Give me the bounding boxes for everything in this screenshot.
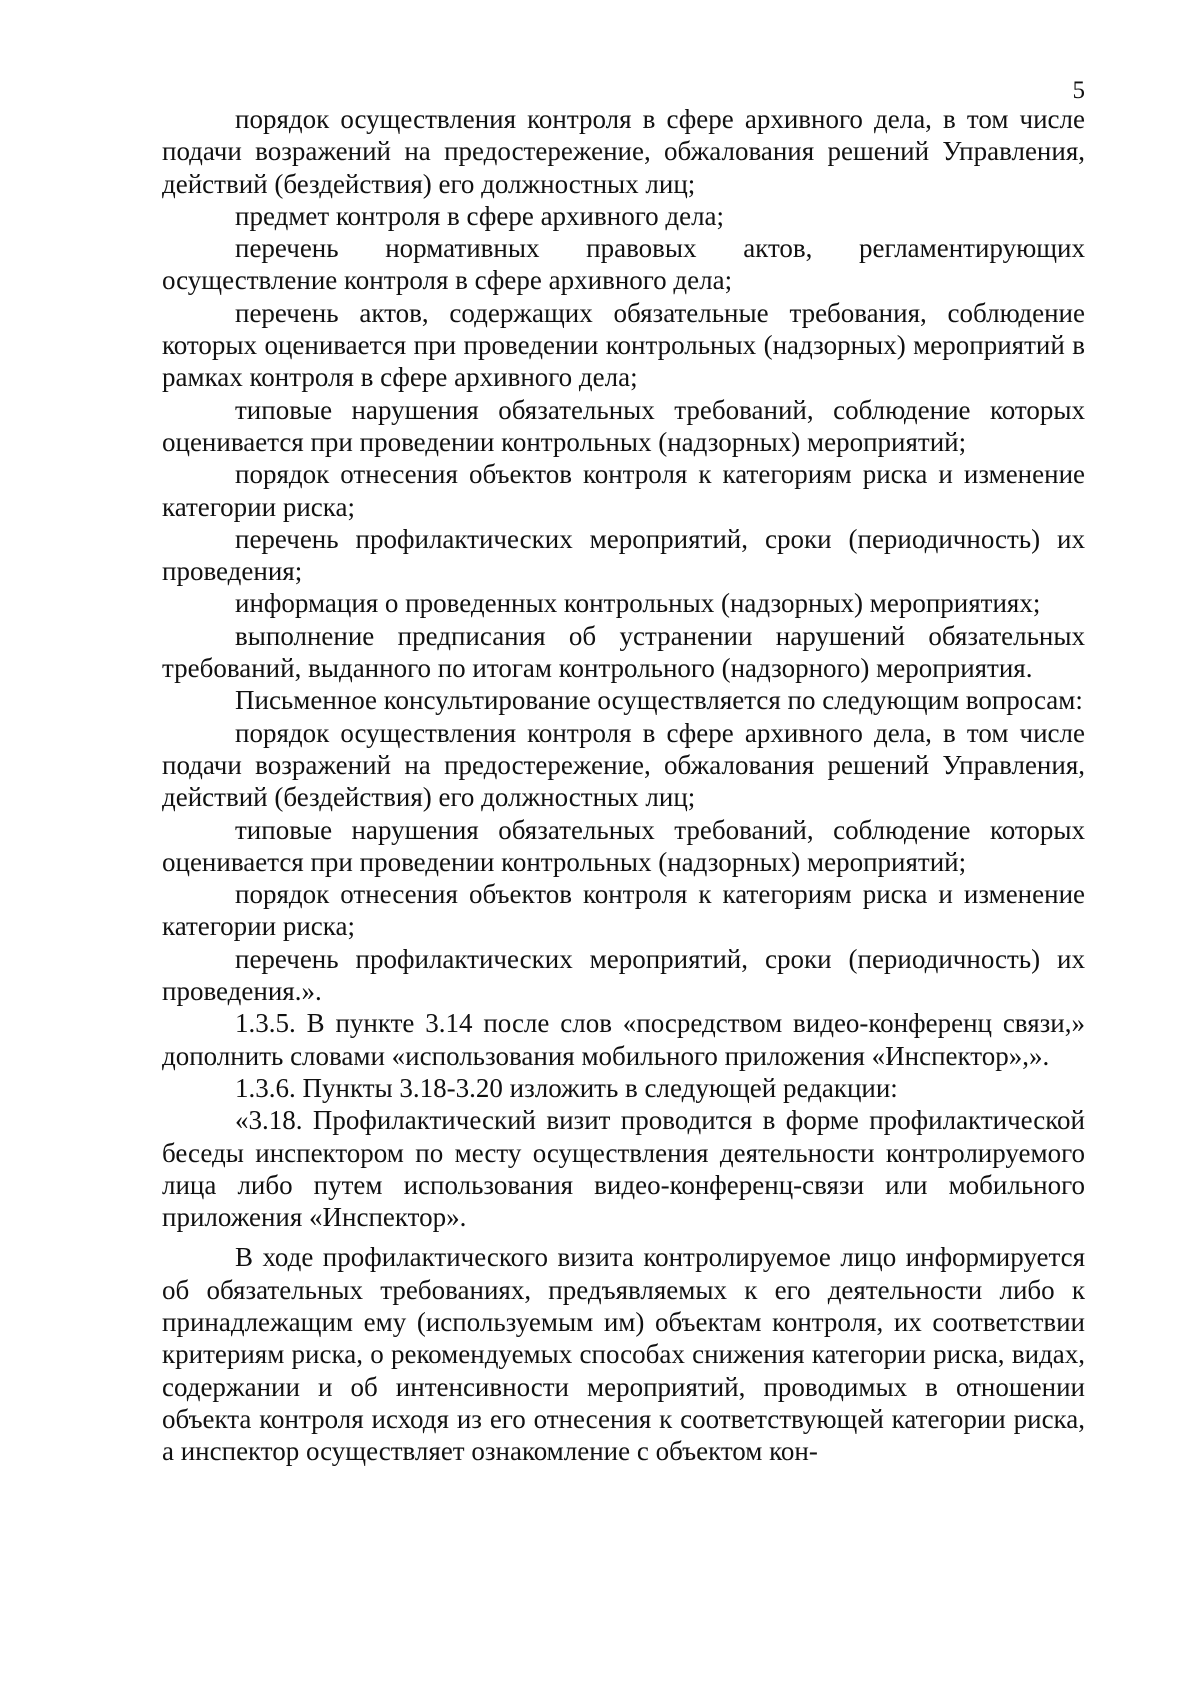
paragraph: предмет контроля в сфере архивного дела;: [235, 200, 725, 231]
document-body: [162, 103, 1085, 1467]
paragraph: перечень профилактических мероприятий, сроки (периодичность) их проведения;: [162, 523, 1085, 587]
paragraph: порядок осуществления контроля в сфере архивного дела, в том числе подачи возражений на предостережение, обжалования решений Управления, действий (бездействия) его должностных лиц;: [162, 717, 1085, 813]
paragraph: типовые нарушения обязательных требований, соблюдение которых оценивается при проведении контрольных (надзорных) мероприятий;: [162, 394, 1085, 457]
paragraph: типовые нарушения обязательных требований, соблюдение которых оценивается при проведении контрольных (надзорных) мероприятий;: [162, 814, 1085, 877]
paragraph: порядок отнесения объектов контроля к категориям риска и изменение категории риска;: [162, 879, 1085, 942]
paragraph: перечень профилактических мероприятий, сроки (периодичность) их проведения.».: [162, 943, 1085, 1007]
paragraph: перечень нормативных правовых актов, регламентирующих осуществление контроля в сфере архивного дела;: [162, 233, 1085, 296]
paragraph: В ходе профилактического визита контролируемое лицо информируется об обязательных требованиях, предъявляемых к его деятельности либо к принадлежащим ему (используемым им) объектам контроля, их соответствии критериям риска, о рекомендуемых способах снижения категории риска, видах, содержании и об интенсивности мероприятий, проводимых в отношении объекта контроля исходя из его отнесения к соответствующей категории риска, а инспектор осуществляет ознакомление с объектом кон-: [162, 1242, 1085, 1467]
paragraph: порядок осуществления контроля в сфере архивного дела, в том числе подачи возражений на предостережение, обжалования решений Управления, действий (бездействия) его должностных лиц;: [162, 104, 1085, 199]
paragraph: 1.3.5. В пункте 3.14 после слов «посредством видео-конференц связи,» дополнить словами «использования мобильного приложения «Инспектор»,».: [162, 1008, 1085, 1071]
paragraph: порядок отнесения объектов контроля к категориям риска и изменение категории риска;: [162, 459, 1085, 522]
paragraph: Письменное консультирование осуществляется по следующим вопросам:: [235, 685, 1083, 716]
paragraph: «3.18. Профилактический визит проводится в форме профилактической беседы инспектором по месту осуществления деятельности контролируемого лица либо путем использования видео-конференц-связи или мобильного приложения «Инспектор».: [162, 1105, 1085, 1233]
page-number: 5: [1072, 77, 1085, 104]
paragraph: 1.3.6. Пункты 3.18-3.20 изложить в следующей редакции:: [235, 1072, 898, 1103]
paragraph: выполнение предписания об устранении нарушений обязательных требований, выданного по итогам контрольного (надзорного) мероприятия.: [162, 620, 1085, 684]
paragraph: информация о проведенных контрольных (надзорных) мероприятиях;: [235, 588, 1041, 619]
paragraph: перечень актов, содержащих обязательные требования, соблюдение которых оценивается при проведении контрольных (надзорных) мероприятий в рамках контроля в сфере архивного дела;: [162, 297, 1085, 393]
